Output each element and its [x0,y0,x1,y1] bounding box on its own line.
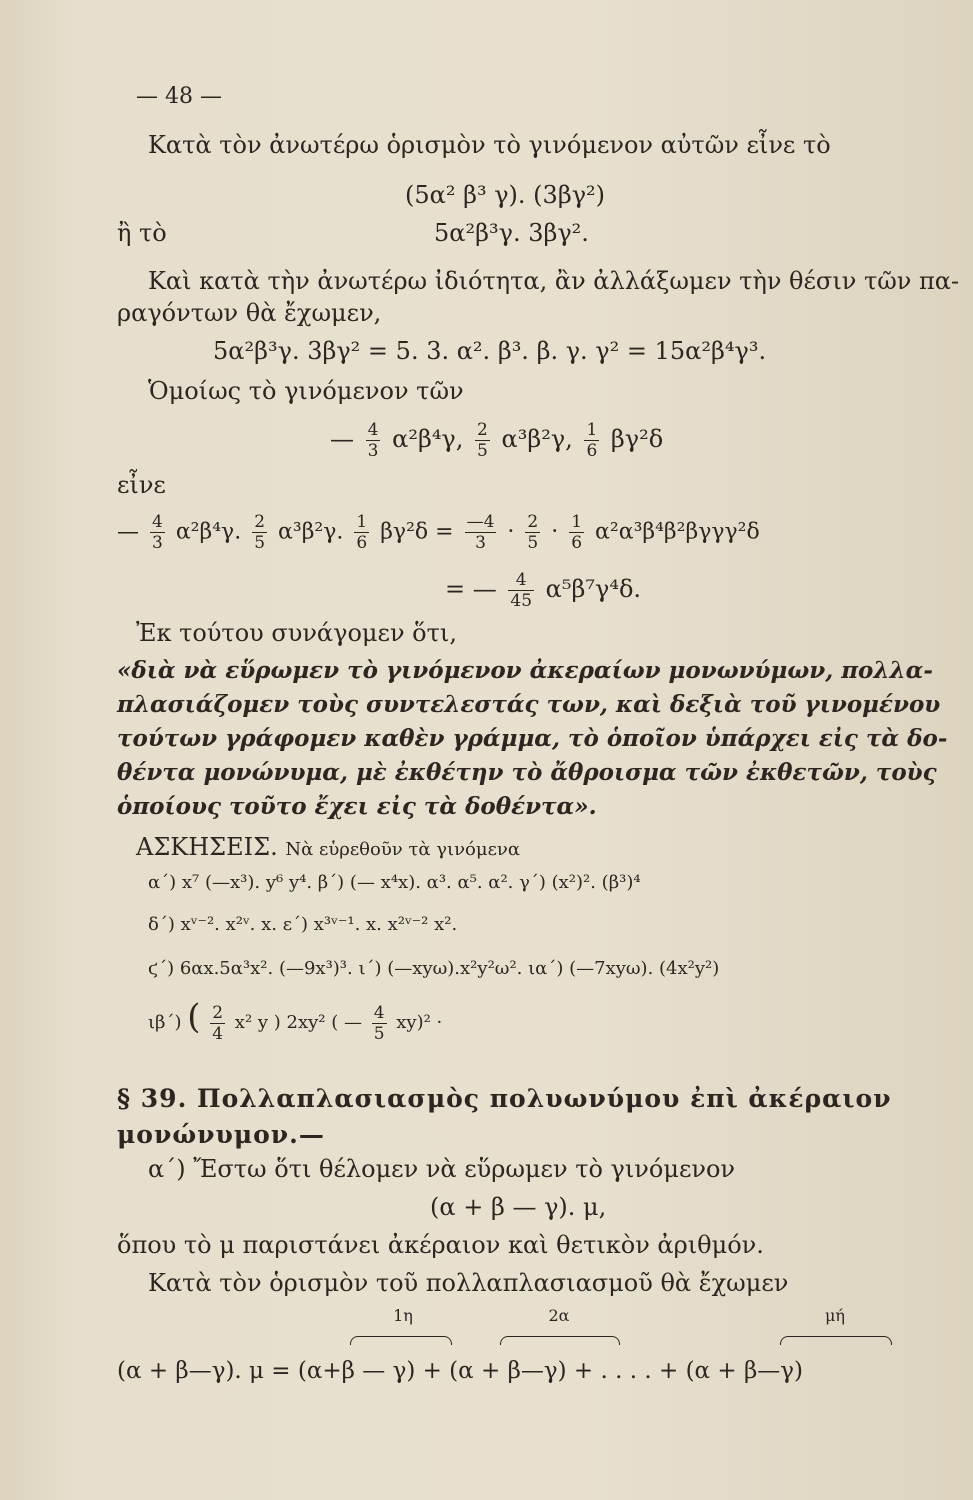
fraction [525,512,540,553]
numerator: 4 [367,420,379,440]
fraction [584,420,599,461]
fraction [366,420,381,461]
formula-line: (α + β — γ). μ, [430,1193,607,1221]
formula-line-fractions [330,420,663,461]
text-line: Καὶ κατὰ τὴν ἀνωτέρω ἰδιότητα, ἂν ἀλλάξωμεν τὴν θέσιν τῶν πα- [148,267,960,295]
formula-line-fractions [117,512,760,553]
text-line: Ἐκ τούτου συνάγομεν ὅτι, [136,619,457,647]
numerator: 2 [477,420,488,440]
paren: ( [187,997,201,1037]
rule-text-line: «διὰ νὰ εὕρωμεν τὸ γινόμενον ἀκεραίων μονωνύμων, πολλα- [117,657,933,684]
numerator: 4 [152,512,163,532]
equals-minus: = — [445,575,497,603]
dot: · [551,519,559,545]
minus-sign: — [330,425,354,453]
denominator: 3 [475,533,486,553]
denominator: 5 [527,533,539,553]
overbrace [350,1336,452,1345]
brace-label: μή [825,1306,845,1325]
denominator: 3 [152,533,163,553]
formula-line-fractions [445,570,641,611]
brace-label: 1η [393,1306,413,1325]
fraction [150,512,165,553]
exercises-intro: Νὰ εὑρεθοῦν τὰ γινόμενα [285,839,521,860]
text-line: ὅπου τὸ μ παριστάνει ἀκέραιον καὶ θετικὸν ἀριθμόν. [117,1231,764,1259]
term: x² y ) 2xy² ( — [234,1012,362,1033]
rule-text-line: θέντα μονώνυμα, μὲ ἐκθέτην τὸ ἄθροισμα τῶν ἐκθετῶν, τοὺς [117,759,937,786]
text-line: Κατὰ τὸν ἀνωτέρω ὁρισμὸν τὸ γινόμενον αὐτῶν εἶνε τὸ [148,131,831,159]
numerator: 4 [508,570,534,591]
formula-line: 5α²β³γ. 3βγ² = 5. 3. α². β³. β. γ. γ² = 15α²β⁴γ³. [213,337,767,365]
exercise-line: ϛ΄) 6αx.5α³x². (—9x³)³. ι΄) (—xyω).x²y²ω². ια΄) (—7xyω). (4x²y²) [148,958,720,979]
text-line: ραγόντων θὰ ἔχωμεν, [117,299,382,327]
fraction [210,1003,225,1044]
term: βγ²δ [610,425,664,453]
brace-label: 2α [548,1306,570,1325]
denominator: 6 [356,533,368,553]
fraction [569,512,584,553]
term: α²α³β⁴β²βγγγ²δ [595,519,760,545]
text-line: ἢ τὸ [117,219,167,247]
denominator: 45 [510,591,533,611]
denominator: 6 [571,533,583,553]
formula-line: (5α² β³ γ). (3βγ²) [405,181,606,209]
fraction [475,420,490,461]
fraction [508,570,534,611]
fraction [252,512,267,553]
page-number: — 48 — [136,84,222,109]
term: α³β²γ. [278,519,344,545]
rule-text-line: τούτων γράφομεν καθὲν γράμμα, τὸ ὁποῖον ὑπάρχει εἰς τὰ δο- [117,725,948,752]
term: βγ²δ = [380,519,454,545]
numerator: 2 [212,1002,224,1023]
minus-sign: — [117,519,139,545]
numerator: 4 [373,1002,385,1023]
rule-text-line: πλασιάζομεν τοὺς συντελεστάς των, καὶ δεξιὰ τοῦ γινομένου [117,691,941,718]
denominator: 5 [477,441,488,461]
term: α⁵β⁷γ⁴δ. [545,575,642,603]
fraction [372,1003,387,1044]
numerator: —4 [466,512,495,532]
exercise-line-fractions [148,997,443,1044]
fraction [465,512,497,553]
term: α³β²γ, [501,425,573,453]
dot: · [507,519,515,545]
term: xy)² · [396,1012,443,1033]
fraction [354,512,369,553]
exercise-label: ιβ΄) [148,1012,182,1033]
section-heading-cont: μονώνυμον.— [117,1120,325,1149]
numerator: 1 [586,420,598,440]
numerator: 1 [356,512,368,532]
term: α²β⁴γ. [175,519,242,545]
exercise-line: δ΄) xᵛ⁻². x²ᵛ. x. ε΄) x³ᵛ⁻¹. x. x²ᵛ⁻² x². [148,914,458,935]
denominator: 6 [586,441,598,461]
denominator: 5 [373,1023,385,1044]
exercises-title: ΑΣΚΗΣΕΙΣ. [136,833,278,861]
text-line: εἶνε [117,471,166,499]
overbrace [500,1336,620,1345]
text-line: Ὁμοίως τὸ γινόμενον τῶν [148,377,464,405]
exercise-line: α΄) x⁷ (—x³). y⁶ y⁴. β΄) (— x⁴x). α³. α⁵. α². γ΄) (x²)². (β³)⁴ [148,872,641,893]
formula-line: (α + β—γ). μ = (α+β — γ) + (α + β—γ) + . . . . + (α + β—γ) [117,1358,803,1384]
exercises-heading [136,832,520,865]
denominator: 4 [212,1023,224,1044]
numerator: 2 [254,512,266,532]
denominator: 5 [254,533,266,553]
rule-text-line: ὁποίους τοῦτο ἔχει εἰς τὰ δοθέντα». [117,793,597,820]
denominator: 3 [367,441,379,461]
overbrace [780,1336,892,1345]
numerator: 2 [527,512,539,532]
numerator: 1 [571,512,583,532]
text-line: α΄) Ἔστω ὅτι θέλομεν νὰ εὕρωμεν τὸ γινόμενον [148,1155,736,1183]
text-line: Κατὰ τὸν ὁρισμὸν τοῦ πολλαπλασιασμοῦ θὰ ἔχωμεν [148,1269,789,1297]
formula-line: 5α²β³γ. 3βγ². [434,219,589,247]
section-heading: § 39. Πολλαπλασιασμὸς πολυωνύμου ἐπὶ ἀκέραιον [117,1084,892,1113]
term: α²β⁴γ, [392,425,464,453]
